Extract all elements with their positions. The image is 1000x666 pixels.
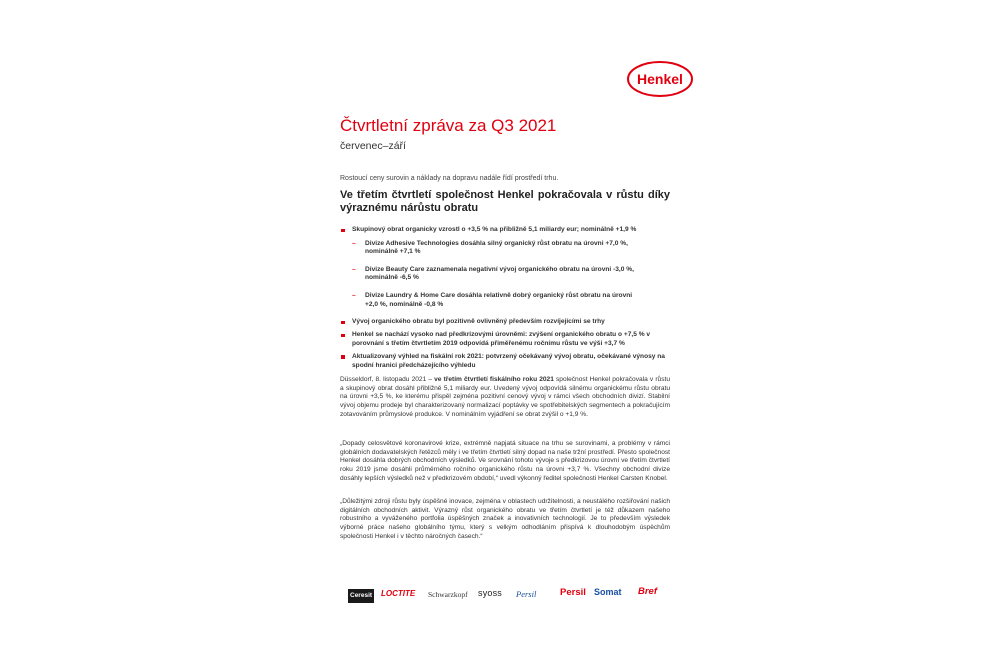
intro-bold: ve třetím čtvrtletí fiskálního roku 2021 — [434, 376, 554, 383]
dateline: Düsseldorf, 8. listopadu 2021 – — [340, 376, 435, 383]
bullet-item: Aktualizovaný výhled na fiskální rok 2021: potvrzený očekávaný vývoj obratu, očekávané výnosy na spodní hranici předcházejícího výhledu — [340, 353, 670, 370]
document-subtitle: červenec–září — [340, 140, 406, 152]
bullet-item — [340, 226, 670, 309]
press-release-page — [318, 30, 690, 640]
brand-logo-strip — [338, 583, 678, 603]
loctite-logo: LOCTITE — [381, 589, 416, 598]
bullet-item: Henkel se nachází vysoko nad předkrizovými úrovněmi: zvýšení organického obratu o +7,5 % v porovnání s třetím čtvrtletím 2019 odpovídá přiměřenému ročnímu růstu ve výši +3,7 % — [340, 331, 670, 348]
somat-logo: Somat — [594, 587, 622, 597]
ceresit-logo: Ceresit — [348, 589, 374, 603]
henkel-logo — [626, 60, 694, 98]
sub-bullet-list — [352, 240, 670, 310]
syoss-logo: syoss — [478, 588, 503, 598]
bullet-text: Skupinový obrat organicky vzrostl o +3,5 % na přibližně 5,1 miliardy eur; nominálně +1,9 % — [352, 226, 637, 233]
bref-logo: Bref — [638, 586, 658, 597]
persil-logo: Persil — [516, 589, 537, 599]
paragraph-quote-1: „Dopady celosvětové koronavirové krize, extrémně napjatá situace na trhu se surovinami, a problémy v rámci globálních dodavatelských řetězců měly i ve třetím čtvrtletí silný dopad na naše tržní prostředí. Přesto společnost Henkel dosáhla dobrých obchodních výsledků. Ve srovnání tohoto vývoje s předkrizovou úrovní ve třetím čtvrtletí roku 2019 jsme dosáhli průměrného ročního organického růstu na úrovni +3,7 %. Všechny obchodní divize dosáhly lepších výsledků než v předkrizovém období,“ uvedl výkonný ředitel společnosti Henkel Carsten Knobel. — [340, 440, 670, 482]
lead-sentence: Rostoucí ceny surovin a náklady na dopravu nadále řídí prostředí trhu. — [340, 175, 559, 182]
schwarzkopf-logo: Schwarzkopf — [428, 590, 468, 599]
sub-bullet-item: – Divize Beauty Care zaznamenala negativní vývoj organického obratu na úrovni -3,0 %, nominálně -6,5 % — [352, 266, 640, 283]
paragraph-quote-2: „Důležitými zdroji růstu byly úspěšné inovace, zejména v oblastech udržitelnosti, a neustálého rozšiřování našich digitálních obchodních aktivit. Výrazný růst organického obratu ve třetím čtvrtletí je též důkazem našeho robustního a vyváženého portfolia úspěšných značek a inovativních technologií. Je to především výsledek výborné práce našeho globálního týmu, který s velkým odhodláním přispívá k dlouhodobým úspěchům společnosti Henkel i v těchto náročných časech.“ — [340, 498, 670, 540]
sub-bullet-item: – Divize Laundry & Home Care dosáhla relativně dobrý organický růst obratu na úrovni +2,0 %, nominálně -0,8 % — [352, 292, 640, 309]
headline: Ve třetím čtvrtletí společnost Henkel pokračovala v růstu díky výraznému nárůstu obratu — [340, 189, 670, 214]
paragraph-intro — [340, 376, 670, 420]
key-points-list — [340, 226, 670, 375]
persil-logo-red: Persil — [560, 587, 586, 598]
intro-rest: společnost Henkel pokračovala v růstu a skupinový obrat dosáhl přibližně 5,1 miliardy eur. Uvedený vývoj odpovídá silnému organickému růstu obratu na úrovni +3,5 %, ke kterému přispěl zejména pozitivní cenový vývoj v rámci všech obchodních divizí. Stabilní vývoj objemu prodeje byl charakterizovaný normalizací poptávky ve spotřebitelských segmentech a pokračujícím zotavováním průmyslové produkce. V nominálním vyjádření se obrat zvýšil o +1,9 %. — [340, 376, 670, 418]
document-title: Čtvrtletní zpráva za Q3 2021 — [340, 116, 557, 135]
logo-text: Henkel — [637, 71, 683, 87]
sub-bullet-item: – Divize Adhesive Technologies dosáhla silný organický růst obratu na úrovni +7,0 %, nominálně +7,1 % — [352, 240, 640, 257]
bullet-item: Vývoj organického obratu byl pozitivně ovlivněný především rozvíjejícími se trhy — [340, 318, 670, 327]
